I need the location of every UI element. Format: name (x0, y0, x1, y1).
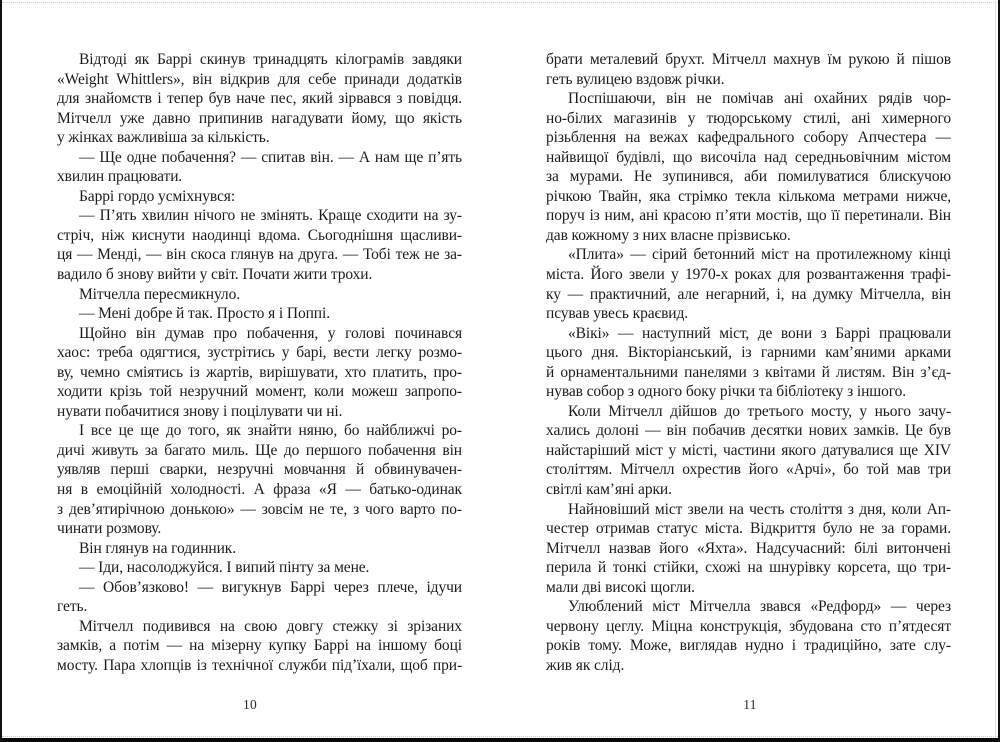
text-line: — Мені добре й так. Просто я і Поппі. (79, 305, 330, 323)
paragraph (57, 285, 462, 305)
left-page-text (57, 50, 462, 676)
text-line: чинати розмову. (57, 520, 162, 538)
text-line: дичі живуть за багато миль. Ще до першого побачення він (57, 441, 462, 459)
right-page-text (546, 50, 951, 676)
text-line: мосту. Пара хлопців із технічної служби під’їхали, щоб при- (57, 656, 462, 674)
paragraph (546, 500, 951, 598)
text-line: Улюблений міст Мітчелла звався «Редфорд» — через (568, 598, 951, 616)
paragraph (57, 304, 462, 324)
paragraph (57, 421, 462, 538)
paragraph (57, 50, 462, 148)
left-frame-edge (0, 0, 2, 742)
text-line: з дев’ятирічною донькою» — зовсім не те, з чого варто по- (57, 500, 462, 518)
text-line: Щойно він думав про побачення, у голові починався (79, 324, 462, 342)
paragraph (546, 597, 951, 675)
text-line: червону цеглу. Міцна конструкція, збудована сто п’ятдесят (546, 617, 951, 635)
paragraph (57, 617, 462, 676)
paragraph (57, 578, 462, 617)
text-line: Коли Мітчелл дійшов до третього мосту, у нього зачу- (568, 402, 951, 420)
text-line: стріч, ніж киснути наодинці вдома. Сьогоднішня щасливи- (57, 226, 462, 244)
bottom-bar (0, 738, 1000, 742)
text-line: ня в емоційній холодності. А фраза «Я — батько-одинак (57, 481, 462, 499)
text-line: но-білих магазинів у тюдорському стилі, ані химерного (546, 109, 951, 127)
text-line: жив як слід. (546, 656, 625, 674)
text-line: Найновіший міст звели на честь століття з дня, коли Ап- (568, 500, 951, 518)
text-line: вадило б знову вийти у світ. Почати жити трохи. (57, 266, 373, 284)
text-line: поруч із ним, ані красою п’яти мостів, що її перетинали. Він (546, 207, 951, 225)
text-line: «Weight Whittlers», він відкрив для себе принади додатків (57, 70, 462, 88)
left-page-number: 10 (242, 697, 258, 712)
top-hairline (2, 2, 998, 3)
text-line: ця — Менді, — він скоса глянув на друга. — Тобі теж не за- (57, 246, 462, 264)
text-line: хвилин працювати. (57, 168, 183, 186)
text-line: найстаріший міст у місті, частини якого датувалися ще XIV (546, 441, 951, 459)
right-inner-hairline (995, 0, 996, 742)
text-line: ходити крізь той незручний момент, коли можеш запропо- (57, 383, 462, 401)
paragraph (546, 324, 951, 402)
bottom-hairline (2, 736, 998, 737)
right-page-number: 11 (743, 697, 757, 712)
text-line: цього дня. Вікторіанський, із гарними кам’яними арками (546, 344, 951, 362)
paragraph (57, 187, 462, 207)
paragraph (57, 324, 462, 422)
text-line: честер отримав статус міста. Відкриття було не за горами. (546, 520, 951, 538)
paragraph (57, 558, 462, 578)
paragraph (57, 206, 462, 284)
text-line: у жінках важливіша за кількість. (57, 129, 270, 147)
text-line: Мітчелл подивився на свою довгу стежку зі зрізаних (79, 617, 462, 635)
text-line: — Обов’язково! — вигукнув Баррі через плече, ідучи (79, 578, 462, 596)
text-line: геть. (57, 598, 88, 616)
text-line: — Ще одне побачення? — спитав він. — А нам ще п’ять (79, 148, 462, 166)
text-line: Баррі гордо усміхнувся: (79, 187, 236, 205)
paragraph (546, 245, 951, 323)
text-line: псував увесь краєвид. (546, 305, 689, 323)
paragraph (57, 539, 462, 559)
text-line: міста. Його звели у 1970-х роках для розвантаження трафі- (546, 266, 951, 284)
text-line: замків, а потім — на мізерну купку Баррі на іншому боці (57, 637, 462, 655)
paragraph (546, 89, 951, 245)
text-line: різьблення на вежах кафедрального собору Апчестера — (546, 129, 951, 147)
text-line: нував собор з одного боку річки та бібліотеку з іншого. (546, 383, 907, 401)
paragraph (546, 50, 951, 89)
text-line: й орнаментальними панелями з квітами й листям. Він з’єд- (546, 363, 951, 381)
text-line: перила й тонкі стійки, схожі на шнурівку корсета, що три- (546, 559, 951, 577)
text-line: — П’ять хвилин нічого не змінять. Краще сходити на зу- (79, 207, 462, 225)
paragraph (546, 402, 951, 500)
text-line: І все це ще до того, як знайти няню, бо найближчі ро- (79, 422, 462, 440)
text-line: уявляв перші сварки, незручні мовчання й обвинувачен- (57, 461, 462, 479)
text-line: хаос: треба одягтися, зустрітись у барі, вести легку розмо- (57, 344, 462, 362)
text-line: нувати побачитися знову і поцілувати чи ні. (57, 402, 343, 420)
text-line: «Плита» — сірий бетонний міст на протилежному кінці (568, 246, 951, 264)
text-line: «Вікі» — наступний міст, де вони з Баррі працювали (568, 324, 951, 342)
text-line: ку — практичний, але негарний, і, на думку Мітчелла, він (546, 285, 951, 303)
text-line: Він глянув на годинник. (79, 539, 236, 557)
text-line: світлі кам’яні арки. (546, 481, 672, 499)
text-line: геть вулицею вздовж річки. (546, 70, 725, 88)
text-line: Мітчелл уже давно припинив нагадувати йому, що якість (57, 109, 462, 127)
text-line: хались долоні — він побачив десятки нових замків. Це був (546, 422, 951, 440)
text-line: мали дві високі щогли. (546, 578, 695, 596)
text-line: ву, чемно сміятись із жартів, вирішувати, хто платить, про- (57, 363, 462, 381)
text-line: річкою Твайн, яка стрімко текла кількома метрами нижче, (546, 187, 951, 205)
text-line: століттям. Мітчелл охрестив його «Арчі», бо той мав три (546, 461, 951, 479)
text-line: років тому. Може, виглядав нудно і традиційно, зате слу- (546, 637, 951, 655)
text-line: — Іди, насолоджуйся. І випий пінту за мене. (79, 559, 370, 577)
text-line: для знайомств і тепер був наче пес, який зірвався з повідця. (57, 90, 462, 108)
text-line: Мітчелла пересмикнуло. (79, 285, 240, 303)
text-line: найвищої будівлі, що височіла над середньовічним містом (546, 148, 951, 166)
text-line: дав кожному з них власне прізвисько. (546, 226, 791, 244)
paragraph (57, 148, 462, 187)
text-line: брати металевий брухт. Мітчелл махнув їм рукою й пішов (546, 51, 951, 68)
text-line: Мітчелл назвав його «Яхта». Надсучасний: білі витончені (546, 539, 951, 557)
text-line: Поспішаючи, він не помічав ані охайних рядів чор- (568, 90, 951, 108)
text-line: Відтоді як Баррі скинув тринадцять кілограмів завдяки (79, 51, 462, 68)
text-line: за мурами. Не зупинився, аби помилуватися блискучою (546, 168, 951, 186)
